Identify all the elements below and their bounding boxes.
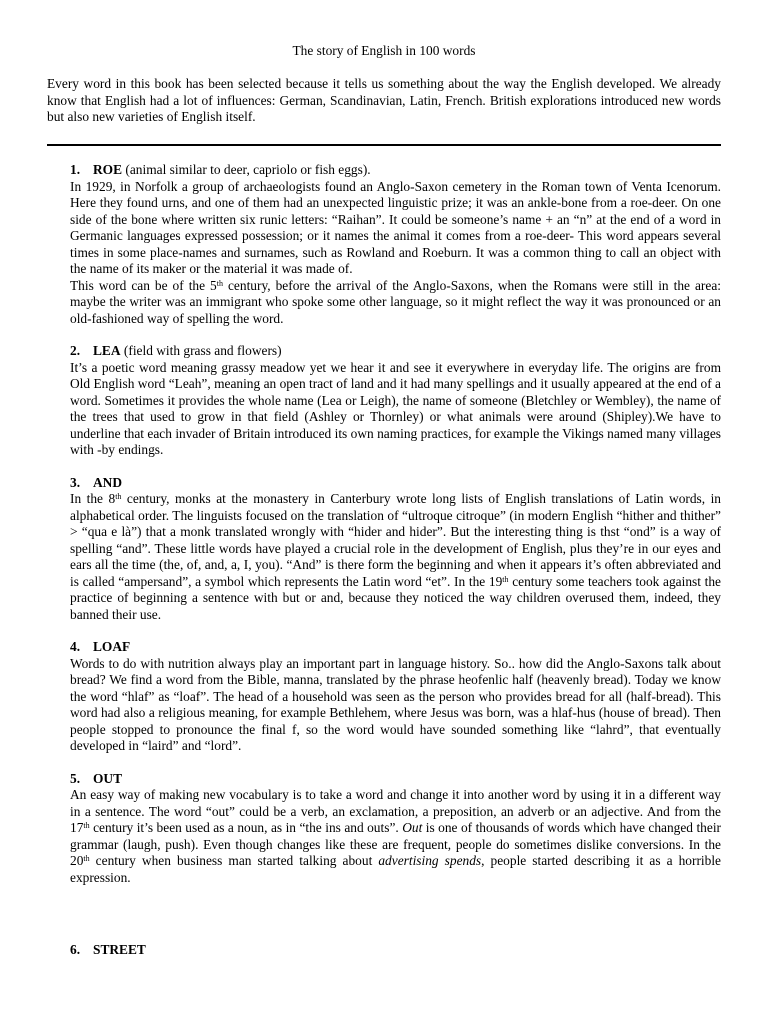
- horizontal-divider: [47, 144, 721, 146]
- entry-and: [70, 475, 721, 624]
- entry-gloss: (animal similar to deer, capriolo or fish eggs).: [125, 162, 371, 177]
- entry-paragraph: In the 8th century, monks at the monastery in Canterbury wrote long lists of English translations of Latin words, in alphabetical order. The linguists focused on the translation of “ultroque citroque” (in modern English “hither and thither” > “qua e là”) that a monk translated wrongly with “hider and hider”. But the interesting thing is thst “ond” is a way of spelling “and”. These little words have played a crucial role in the development of English, plus they’re in our eyes and ears all the time (the, of, and, a, I, you). “And” is there form the beginning and when it appears it’s often abbreviated and is called “ampersand”, a symbol which represents the Latin word “et”. In the 19th century some teachers took against the practice of beginning a sentence with but or and, because they noticed the way children overused them, indeed, they banned their use.: [70, 491, 722, 622]
- entry-heading: [70, 475, 721, 492]
- entry-number: 6.: [70, 942, 81, 957]
- entry-word: STREET: [93, 942, 146, 957]
- entry-heading: [70, 162, 721, 179]
- entry-loaf: [70, 639, 721, 755]
- word-entries: [70, 162, 721, 902]
- entry-gloss: (field with grass and flowers): [123, 343, 282, 358]
- entry-lea: [70, 343, 721, 459]
- entry-number: 5.: [70, 770, 81, 786]
- entry-paragraph: It’s a poetic word meaning grassy meadow yet we hear it and see it everywhere in everyday life. The origins are from Old English word “Leah”, meaning an open tract of land and it had many spellings and it usually appeared at the end of a word. Sometimes it provides the whole name (Lea or Leigh), the name of someone (Bletchley or Wembley), the name of the trees that used to grow in that field (Ashley or Thornley) or what animals were around (Shipley).We have to underline that each invader of Britain introduced its own naming practices, for example the Vikings named many villages with -by endings.: [70, 359, 721, 457]
- document-title: The story of English in 100 words: [292, 43, 476, 58]
- entry-paragraph: An easy way of making new vocabulary is to take a word and change it into another word by using it in a different way in a sentence. The word “out” could be a verb, an exclamation, a preposition, an adverb or an adjective. And from the 17th century it’s been used as a noun, as in “the ins and outs”. Out is one of thousands of words which have changed their grammar (laugh, push). Even though changes like these are frequent, people do sometimes dislike conversions. In the 20th century when business man started talking about advertising spends, people started describing it as a horrible expression.: [70, 787, 721, 885]
- entry-word: AND: [93, 474, 123, 490]
- entry-number: 4.: [70, 639, 81, 654]
- entry-word: LEA: [93, 343, 121, 358]
- entry-word: ROE: [93, 162, 123, 177]
- entry-paragraph: Words to do with nutrition always play an important part in language history. So.. how did the Anglo-Saxons talk about bread? We find a word from the Bible, manna, translated by the phrase heofenlic half (heavenly bread). Today we know the word “hlaf” as “loaf”. The head of a household was seen as the person who provides bread for all (half-bread). This word had also a religious meaning, for example Bethlehem, where Jesus was born, was a hlaf-hus (house of bread). Then people stopped to pronounce the final f, so the word would have sounded something like “lahrd”, that eventually developed in “laird” and “lord”.: [70, 655, 721, 753]
- entry-paragraph: In 1929, in Norfolk a group of archaeologists found an Anglo-Saxon cemetery in the Roman town of Venta Icenorum. Here they found urns, and one of them had an unexpected linguistic prize; it was an ankle-bone from a roe-deer. On one side of the bone where written six runic letters: “Raihan”. It could be someone’s name + an “n” at the end of a word in Germanic languages expressed possession; or it names the animal it comes from a roe-deer- This word appears several times in some place-names and surnames, such as Rowland and Roeburn. It was a common thing to call an object with the name of its maker or the material it was made of.: [70, 178, 721, 276]
- intro-paragraph: Every word in this book has been selected because it tells us something about the way the English developed. We already know that English had a lot of influences: German, Scandinavian, Latin, French. British explorations introduced new words but also new varieties of English itself.: [47, 76, 721, 124]
- entry-word: LOAF: [93, 639, 131, 654]
- entry-number: 2.: [70, 343, 81, 358]
- entry-out: [70, 771, 721, 887]
- entry-number: 3.: [70, 474, 81, 490]
- entry-paragraph: This word can be of the 5th century, before the arrival of the Anglo-Saxons, when the Romans were still in the area: maybe the writer was an immigrant who spoke some other language, so it might reflect the way it was pronounced or an old-fashioned way of spelling the word.: [70, 277, 721, 326]
- entry-street: [70, 942, 146, 959]
- entry-heading: [70, 942, 146, 959]
- entry-number: 1.: [70, 162, 81, 177]
- entry-word: OUT: [93, 770, 123, 786]
- entry-roe: [70, 162, 721, 327]
- entry-heading: [70, 343, 721, 360]
- entry-heading: [70, 639, 721, 656]
- entry-heading: [70, 771, 721, 788]
